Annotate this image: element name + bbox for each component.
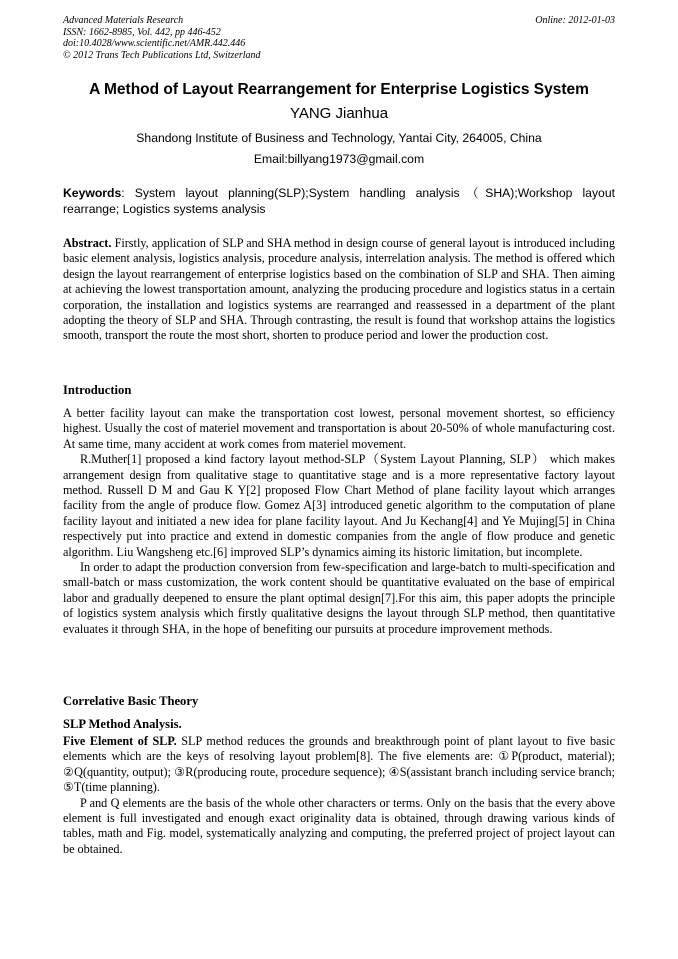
theory-body (63, 734, 615, 857)
keywords-text: : System layout planning(SLP);System handling analysis（SHA);Workshop layout rearrange; Logistics systems analysis (63, 186, 615, 216)
intro-paragraph-1: A better facility layout can make the transportation cost lowest, personal movement shortest, so efficiency highest. Usually the cost of materiel movement and transportation is about 20-50% of whole manufacturing cost. At same time, many accident at work comes from materiel movement. (63, 406, 615, 451)
keywords-label: Keywords (63, 186, 122, 200)
author-email: Email:billyang1973@gmail.com (253, 152, 425, 166)
doi-line: doi:10.4028/www.scientific.net/AMR.442.446 (63, 38, 246, 49)
introduction-body (63, 406, 615, 637)
online-date: Online: 2012-01-03 (535, 15, 615, 26)
author-name: YANG Jianhua (289, 105, 389, 122)
five-element-paragraph (63, 734, 615, 796)
journal-name: Advanced Materials Research (63, 15, 184, 26)
abstract-paragraph (63, 236, 615, 344)
theory-paragraph-2: P and Q elements are the basis of the whole other characters or terms. Only on the basis that the every above element is full investigated and enough exact originality data is obtained, through drawing various kinds of tables, math and Fig. model, systematically analyzing and computing, the preferred project of project layout can be obtained. (63, 795, 615, 856)
five-element-label: Five Element of SLP. (63, 734, 177, 748)
issn-line: ISSN: 1662-8985, Vol. 442, pp 446-452 (63, 26, 221, 38)
copyright-line: © 2012 Trans Tech Publications Ltd, Switzerland (63, 49, 261, 61)
abstract-label: Abstract. (63, 236, 112, 250)
affiliation: Shandong Institute of Business and Technology, Yantai City, 264005, China (136, 131, 542, 145)
slp-subheading: SLP Method Analysis. (63, 717, 182, 731)
introduction-heading: Introduction (63, 383, 132, 397)
journal-header (63, 15, 615, 61)
paper-title: A Method of Layout Rearrangement for Enterprise Logistics System (89, 81, 589, 98)
five-element-text: SLP method reduces the grounds and breakthrough point of plant layout to five basic elements which are the keys of resolving layout problem[8]. The five elements are: ①P(product, material); ②Q(quantity, output); ③R(producing route, procedure sequence); ④S(assistant branch including service branch; ⑤T(time planning). (63, 734, 615, 795)
theory-heading: Correlative Basic Theory (63, 694, 199, 708)
intro-paragraph-3: In order to adapt the production conversion from few-specification and large-batch to multi-specification and small-batch or mass customization, the work content should be quantitative evaluated on the base of empirical labor and gradually deepened to ensure the plant optimal design[7].For this aim, this paper adopts the principle of logistics system analysis which firstly qualitative designs the layout through SLP method, then quantitative evaluates it through SHA, in the hope of benefiting our pursuits at procedure improvement methods. (63, 560, 615, 636)
intro-paragraph-2: R.Muther[1] proposed a kind factory layout method-SLP（System Layout Planning, SLP） which makes arrangement design from qualitative stage to quantitative stage and is a more representative factory layout method. Russell D M and Gau K Y[2] proposed Flow Chart Method of plane facility layout which arranges facility from the angle of produce flow. Gomez A[3] introduced genetic algorithm to the computation of plane facility layout and initiated a new idea for plane facility layout. And Ju Kechang[4] and Ye Mujing[5] in China respectively put into practice and extend in domestic companies from the angle of flow produce and genetic algorithm. Liu Wangsheng etc.[6] improved SLP’s dynamics aiming its historic limitation, but incomplete. (63, 452, 615, 559)
abstract-text: Firstly, application of SLP and SHA method in design course of general layout is introduced including basic element analysis, logistics analysis, procedure analysis, interrelation analysis. The method is offered which design the layout rearrangement of enterprise logistics based on the combination of SLP and SHA. Then aiming at achieving the lowest transportation amount, analyzing the producing procedure and logistics status in a certain corporation, the installation and logistics systems are rearranged and reassessed in a department of the plant adopting the theory of SLP and SHA. Through contrasting, the result is found that workshop attains the logistics smooth, transport the route the most short, shorten to produce period and lower the production cost. (63, 236, 615, 343)
keywords-block (63, 186, 615, 217)
